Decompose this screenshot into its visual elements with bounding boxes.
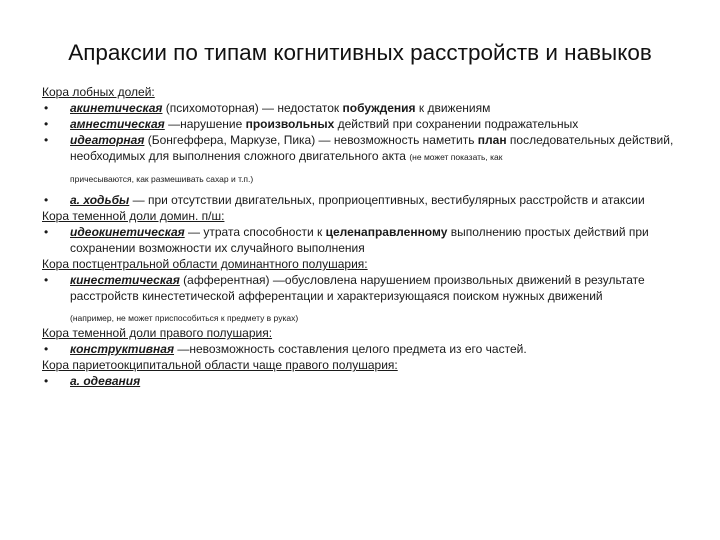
bullet-icon: •: [44, 133, 49, 147]
slide-title: Апраксии по типам когнитивных расстройств и навыков: [68, 40, 652, 65]
apraxia-term: а. ходьбы: [70, 193, 130, 207]
item-text: выполнению простых действий при сохранении возможности их случайного выполнения: [70, 225, 649, 255]
apraxia-term: кинестетическая: [70, 273, 180, 287]
item-text: — утрата способности к: [184, 225, 326, 239]
item-bold: план: [477, 133, 507, 147]
list-item-kinesthetic: [42, 272, 692, 325]
list-item-dressing: [42, 373, 692, 389]
list-item-ideational: [42, 132, 692, 186]
apraxia-term: а. одевания: [70, 374, 141, 388]
item-text: — при отсутствии двигательных, проприоцептивных, вестибулярных расстройств и атаксии: [129, 193, 645, 207]
section-heading-parietal-right: Кора теменной доли правого полушария:: [42, 326, 273, 340]
item-text: действий при сохранении подражательных: [334, 117, 579, 131]
list-item-ideokinetic: [42, 224, 692, 256]
item-note: причесываются, как размешивать сахар и т.п.): [70, 174, 254, 184]
section-heading-frontal: Кора лобных долей:: [42, 85, 155, 99]
item-text: (Бонгеффера, Маркузе, Пика) — невозможность наметить: [144, 133, 478, 147]
apraxia-term: конструктивная: [70, 342, 175, 356]
slide-body: [42, 84, 692, 389]
bullet-icon: •: [44, 101, 49, 115]
list-item-akinetic: [42, 100, 692, 116]
list-item-gait: [42, 192, 692, 208]
list-item-amnestic: [42, 116, 692, 132]
apraxia-term: идеокинетическая: [70, 225, 185, 239]
item-bold: целенаправленному: [325, 225, 448, 239]
item-text: к движениям: [415, 101, 491, 115]
section-heading-postcentral: Кора постцентральной области доминантного полушария:: [42, 257, 368, 271]
bullet-icon: •: [44, 273, 49, 287]
item-text: (афферентная) —обусловлена нарушением произвольных движений в результате расстройств кинестетической афферентации и характеризующаяся поиском нужных движений: [70, 273, 645, 303]
item-bold: побуждения: [342, 101, 416, 115]
bullet-icon: •: [44, 117, 49, 131]
item-text: —нарушение: [164, 117, 246, 131]
apraxia-term: акинетическая: [70, 101, 163, 115]
bullet-icon: •: [44, 374, 49, 388]
apraxia-term: идеаторная: [70, 133, 145, 147]
item-note: (например, не может приспособиться к предмету в руках): [70, 313, 299, 323]
item-bold: произвольных: [245, 117, 335, 131]
section-heading-parietal-dominant: Кора теменной доли домин. п/ш:: [42, 209, 225, 223]
section-heading-parietooccipital: Кора париетоокципитальной области чаще правого полушария:: [42, 358, 398, 372]
item-text: (психомоторная) — недостаток: [162, 101, 343, 115]
apraxia-term: амнестическая: [70, 117, 165, 131]
item-text: —невозможность составления целого предмета из его частей.: [174, 342, 527, 356]
bullet-icon: •: [44, 342, 49, 356]
item-note: (не может показать, как: [409, 152, 503, 162]
item-text: последовательных действий, необходимых для выполнения сложного двигательного акта: [70, 133, 674, 163]
bullet-icon: •: [44, 225, 49, 239]
bullet-icon: •: [44, 193, 49, 207]
list-item-constructive: [42, 341, 692, 357]
